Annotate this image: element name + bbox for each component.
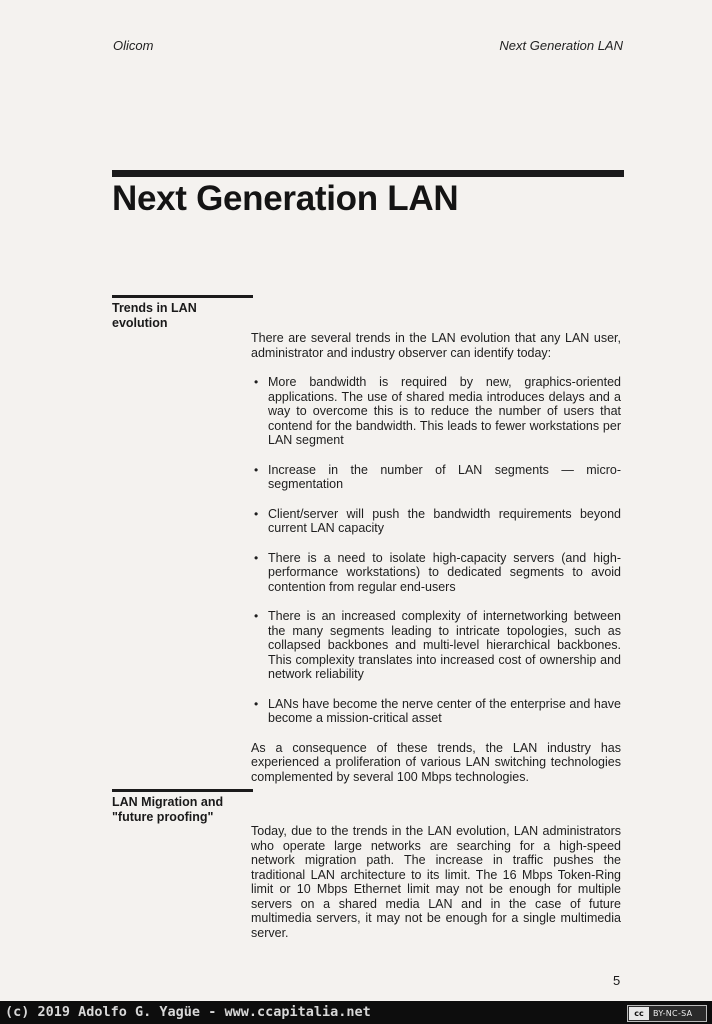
intro-paragraph: There are several trends in the LAN evolution that any LAN user, administrator and industry observer can identify today: [251,331,621,360]
section-body-migration [251,824,621,940]
section-heading-migration: LAN Migration and "future proofing" [112,795,224,824]
section-body-trends [251,331,621,784]
page-title: Next Generation LAN [112,179,459,218]
bullet-icon: • [254,506,259,521]
list-item-text: LANs have become the nerve center of the enterprise and have become a mission-critical asset [268,696,621,725]
bullet-icon: • [254,609,259,623]
running-header-left: Olicom [113,38,154,53]
list-item [251,507,621,536]
conclusion-paragraph: As a consequence of these trends, the LAN industry has experienced a proliferation of various LAN switching technologies complemented by several 100 Mbps technologies. [251,740,621,784]
list-item-text: Client/server will push the bandwidth requirements beyond current LAN capacity [268,506,621,535]
license-text: BY-NC-SA [653,1009,693,1018]
section-heading-trends: Trends in LAN evolution [112,301,197,330]
section-rule-migration [112,789,253,792]
list-item-text: There is an increased complexity of internetworking between the many segments leading to intricate topologies, such as collapsed backbones and multi-level hierarchical backbones. This complexity translates into increased cost of ownership and network reliability [268,609,621,681]
trend-list [251,375,621,726]
bullet-icon: • [254,462,259,477]
list-item [251,697,621,726]
cc-icon: cc [629,1007,649,1020]
list-item [251,463,621,492]
list-item-text: More bandwidth is required by new, graphics-oriented applications. The use of shared media introduces delays and a way to overcome this is to reduce the number of users that contend for the bandwidth. This leads to fewer workstations per LAN segment [268,375,621,447]
bullet-icon: • [254,375,259,389]
list-item-text: Increase in the number of LAN segments — micro-segmentation [268,462,621,491]
running-header-right: Next Generation LAN [499,38,623,53]
list-item [251,551,621,595]
bullet-icon: • [254,550,259,565]
cc-license-badge [627,1005,707,1022]
list-item [251,609,621,682]
migration-paragraph: Today, due to the trends in the LAN evolution, LAN administrators who operate large networks are searching for a high-speed network migration path. The increase in traffic pushes the traditional LAN architecture to its limit. The 16 Mbps Token-Ring limit or 10 Mbps Ethernet limit may not be enough for multiple servers on a shared media LAN and in the case of future multimedia servers, it may not be enough for a single multimedia server. [251,824,621,940]
copyright-text: (c) 2019 Adolfo G. Yagüe - www.ccapitalia.net [5,1004,371,1020]
copyright-footer [0,1001,712,1024]
list-item-text: There is a need to isolate high-capacity servers (and high-performance workstations) to dedicated segments to avoid contention from regular end-users [268,550,621,594]
bullet-icon: • [254,696,259,711]
page-number: 5 [613,973,621,988]
list-item [251,375,621,448]
title-rule [112,170,624,177]
section-rule-trends [112,295,253,298]
